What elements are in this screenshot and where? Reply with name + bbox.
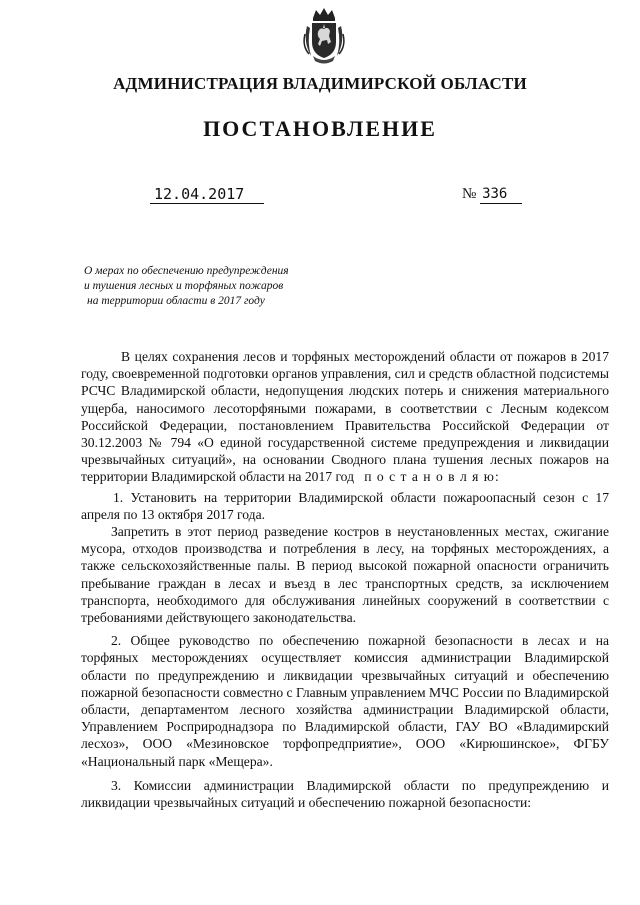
subject-line: О мерах по обеспечению предупреждения [84, 265, 289, 277]
number-label: № [462, 186, 477, 202]
vladimir-coat-of-arms-icon [301, 6, 347, 64]
preamble-paragraph [81, 348, 609, 486]
subject-line: и тушения лесных и торфяных пожаров [84, 280, 284, 292]
preamble-text: В целях сохранения лесов и торфяных месторождений области от пожаров в 2017 году, своевременной подготовки органов управления, сил и средств областной подсистемы РСЧС Владимирской области, недопущения людских потерь и снижения материального ущерба, наносимого лесоторфяными пожарами, в соответствии с Лесным кодексом Российской Федерации, постановлением Правительства Российской Федерации от 30.12.2003 № 794 «О единой государственной системе предупреждения и ликвидации чрезвычайных ситуаций», на основании Сводного плана тушения лесных пожаров на территории Владимирской области на 2017 год [81, 349, 609, 485]
organization-name: АДМИНИСТРАЦИЯ ВЛАДИМИРСКОЙ ОБЛАСТИ [113, 74, 527, 93]
document-number [462, 185, 522, 204]
document-body [81, 348, 609, 811]
subject-line: на территории области в 2017 году [87, 295, 265, 307]
item-3-paragraph: 3. Комиссии администрации Владимирской области по предупреждению и ликвидации чрезвычайных ситуаций и обеспечению пожарной безопасности: [81, 777, 609, 811]
item-1-paragraph: 1. Установить на территории Владимирской области пожароопасный сезон с 17 апреля по 13 октября 2017 года. [81, 489, 609, 522]
document-type-title: ПОСТАНОВЛЕНИЕ [203, 116, 437, 141]
decree-word: п о с т а н о в л я ю: [364, 469, 500, 485]
document-subject [84, 264, 289, 309]
item-2-paragraph: 2. Общее руководство по обеспечению пожарной безопасности в лесах и на торфяных месторождениях осуществляет комиссия администрации Владимирской области по предупреждению и ликвидации чрезвычайных ситуаций и обеспечению пожарной безопасности совместно с Главным управлением МЧС России по Владимирской области, департаментом лесного хозяйства администрации Владимирской области, Управлением Росприроднадзора по Владимирской области, ГАУ ВО «Владимирский лесхоз», ООО «Мезиновское торфопредприятие», ООО «Кирюшинское», ФГБУ «Национальный парк «Мещера». [81, 633, 610, 769]
document-date: 12.04.2017 [150, 185, 264, 204]
item-1-details-paragraph: Запретить в этот период разведение костров в неустановленных местах, сжигание мусора, отходов производства и потребления в лесу, на торфяных месторождениях, а также сельскохозяйственные палы. В период высокой пожарной опасности ограничить пребывание граждан в лесах и въезд в лес транспортных средств, за исключением транспорта, необходимого для обслуживания линейных сооружений в соответствии с требованиями действующего законодательства. [81, 524, 609, 626]
number-value: 336 [480, 185, 522, 204]
